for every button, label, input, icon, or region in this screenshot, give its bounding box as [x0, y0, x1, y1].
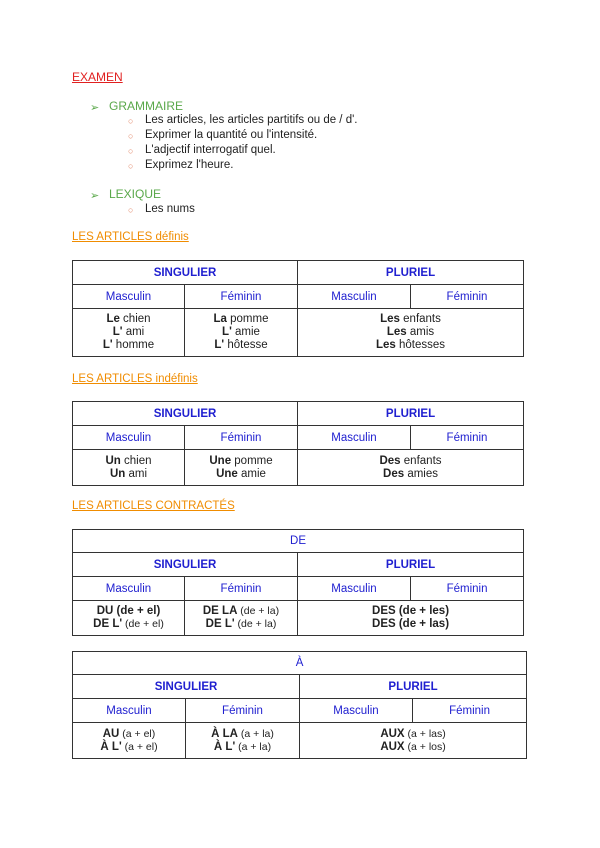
noun: amies [404, 467, 438, 480]
heading-articles-definis: LES ARTICLES définis [72, 231, 189, 243]
cell-feminin [185, 450, 298, 486]
article: DE L' [93, 618, 123, 630]
cell-pluriel [298, 601, 524, 636]
list-item: L'adjectif interrogatif quel. [145, 144, 276, 156]
noun: enfants [399, 313, 441, 325]
circle-bullet-icon: ○ [128, 131, 134, 141]
cell-feminin [185, 309, 298, 357]
note: (a + las) [404, 727, 446, 740]
noun: chien [120, 454, 152, 467]
header-feminin: Féminin [185, 285, 298, 309]
header-masculin: Masculin [300, 699, 413, 723]
header-pluriel: PLURIEL [298, 261, 524, 285]
header-de: DE [73, 530, 524, 553]
list-item: Exprimez l'heure. [145, 159, 234, 171]
cell-masculin [73, 723, 186, 759]
header-singulier: SINGULIER [73, 402, 298, 426]
noun: enfants [400, 454, 442, 467]
article: Les [380, 313, 400, 325]
cell-pluriel [298, 450, 524, 486]
note: (a + la) [235, 740, 272, 753]
article: DU (de + el) [96, 605, 161, 617]
cell-masculin [73, 309, 185, 357]
header-singulier: SINGULIER [73, 675, 300, 699]
article: Un [109, 467, 126, 480]
article: L' [102, 339, 113, 351]
header-singulier: SINGULIER [73, 261, 298, 285]
arrow-bullet-icon: ➢ [90, 102, 100, 114]
article: À L' [100, 740, 122, 753]
article: L' [222, 326, 232, 338]
noun: amis [406, 326, 435, 338]
article: L' [112, 326, 123, 338]
header-a: À [73, 652, 527, 675]
article: DES (de + las) [372, 618, 450, 630]
header-singulier: SINGULIER [73, 553, 298, 577]
note: (a + los) [404, 740, 446, 753]
page-title: EXAMEN [72, 70, 123, 84]
noun: chien [119, 313, 151, 325]
article: DE LA [202, 605, 238, 617]
table-articles-indefinis [72, 401, 524, 486]
article: La [213, 313, 227, 325]
header-masculin: Masculin [73, 577, 185, 601]
header-feminin: Féminin [411, 285, 524, 309]
header-masculin: Masculin [73, 699, 186, 723]
article: Les [386, 326, 407, 338]
cell-masculin [73, 450, 185, 486]
table-articles-definis [72, 260, 524, 357]
header-pluriel: PLURIEL [298, 402, 524, 426]
note: (de + la) [234, 618, 277, 630]
noun: homme [112, 339, 155, 351]
noun: amie [231, 326, 260, 338]
arrow-bullet-icon: ➢ [90, 190, 100, 202]
header-feminin: Féminin [411, 426, 524, 450]
list-item: Exprimer la quantité ou l'intensité. [145, 129, 318, 141]
header-masculin: Masculin [73, 426, 185, 450]
cell-feminin [185, 601, 298, 636]
article: AUX [380, 727, 405, 740]
header-pluriel: PLURIEL [298, 553, 524, 577]
note: (de + la) [237, 605, 280, 617]
noun: ami [125, 467, 148, 480]
article: Le [106, 313, 120, 325]
header-pluriel: PLURIEL [300, 675, 527, 699]
article: L' [214, 339, 225, 351]
header-masculin: Masculin [298, 426, 411, 450]
note: (a + la) [237, 727, 274, 740]
header-feminin: Féminin [185, 426, 298, 450]
article: Des [379, 454, 401, 467]
table-articles-contractes-de [72, 529, 524, 636]
table-articles-contractes-a [72, 651, 527, 759]
section-label-lexique: LEXIQUE [109, 187, 162, 201]
noun: ami [122, 326, 145, 338]
article: À LA [211, 727, 238, 740]
article: À L' [213, 740, 236, 753]
note: (de + el) [122, 618, 164, 630]
circle-bullet-icon: ○ [128, 116, 134, 126]
article: Une [216, 467, 238, 480]
article: DE L' [205, 618, 235, 630]
header-feminin: Féminin [186, 699, 300, 723]
header-feminin: Féminin [413, 699, 527, 723]
noun: hôtesse [224, 339, 268, 351]
circle-bullet-icon: ○ [128, 161, 134, 171]
header-masculin: Masculin [73, 285, 185, 309]
noun: hôtesses [395, 339, 446, 351]
article: Les [375, 339, 396, 351]
header-feminin: Féminin [185, 577, 298, 601]
header-feminin: Féminin [411, 577, 524, 601]
header-masculin: Masculin [298, 577, 411, 601]
section-label-grammaire: GRAMMAIRE [109, 99, 184, 113]
heading-articles-contractes: LES ARTICLES CONTRACTÉS [72, 500, 235, 512]
article: AUX [380, 740, 405, 753]
circle-bullet-icon: ○ [128, 146, 134, 156]
article: DES (de + les) [372, 605, 450, 617]
noun: amie [237, 467, 266, 480]
header-masculin: Masculin [298, 285, 411, 309]
cell-feminin [186, 723, 300, 759]
note: (a + el) [121, 740, 158, 753]
heading-articles-indefinis: LES ARTICLES indéfinis [72, 373, 198, 385]
article: Des [383, 467, 405, 480]
list-item: Les nums [145, 203, 195, 215]
noun: pomme [231, 454, 273, 467]
article: AU [102, 727, 120, 740]
article: Un [105, 454, 121, 467]
cell-masculin [73, 601, 185, 636]
note: (a + el) [119, 727, 156, 740]
list-item: Les articles, les articles partitifs ou de / d'. [145, 114, 358, 126]
article: Une [209, 454, 232, 467]
circle-bullet-icon: ○ [128, 205, 134, 215]
noun: pomme [226, 313, 269, 325]
cell-pluriel [298, 309, 524, 357]
cell-pluriel [300, 723, 527, 759]
